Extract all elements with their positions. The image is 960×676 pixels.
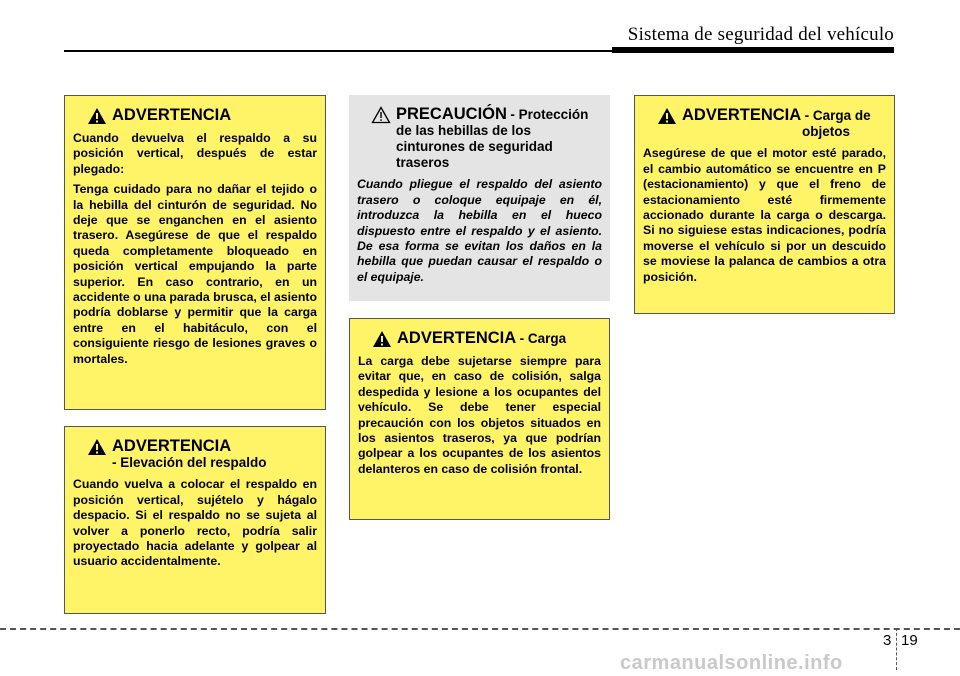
header-divider-thick: [612, 47, 894, 53]
warning-header: [73, 437, 317, 471]
warning-body: Cuando vuelva a colocar el respaldo en posición vertical, sujételo y hágalo despacio. Si el respaldo no se sujeta al volver a ponerlo recto, podría salir proyectado hacia adelante y golpear al usuario accidentalmente.: [73, 477, 317, 569]
warning-title: ADVERTENCIA: [112, 106, 232, 124]
footer-divider: [0, 628, 960, 630]
warning-box-backrest: [64, 95, 326, 410]
warning-box-elevation: [64, 426, 326, 614]
warning-triangle-icon: [372, 330, 392, 348]
warning-body: Tenga cuidado para no dañar el tejido o la hebilla del cinturón de seguridad. No deje que se enganchen en el asiento trasero. Asegúrese de que el respaldo queda completamente bloqueado en posición vertical empujando la parte superior. En caso contrario, en un accidente o una parada brusca, el asiento podría doblarse y permitir que la carga entre en el habitáculo, con el consiguiente riesgo de lesiones graves o mortales.: [73, 182, 317, 366]
warning-subtitle: - Elevación del respaldo: [112, 455, 267, 471]
warning-body: Asegúrese de que el motor esté parado, el cambio automático se encuentre en P (estacionamiento) y que el freno de estacionamiento esté firmemente accionado durante la carga o descarga. Si no siguiese estas indicaciones, podría moverse el vehículo si por un descuido se moviese la palanca de cambios a otra posición.: [643, 146, 886, 284]
page-header-title: Sistema de seguridad del vehículo: [627, 24, 894, 45]
warning-triangle-icon: [657, 107, 677, 125]
warning-title: ADVERTENCIA: [682, 106, 802, 124]
warning-header: [358, 329, 601, 348]
page-number: 19: [901, 632, 918, 649]
chapter-number: 3: [883, 632, 892, 649]
warning-triangle-icon: [87, 107, 107, 125]
header-divider-thin: [64, 50, 612, 52]
caution-box-buckles: [349, 95, 610, 301]
caution-title: PRECAUCIÓN: [396, 105, 507, 123]
warning-header: [643, 106, 886, 140]
warning-body: La carga debe sujetarse siempre para evitar que, en caso de colisión, salga despedida y lesione a los ocupantes del vehículo. Se debe tener especial precaución con los objetos situados en los asientos traseros, ya que podrían golpear a los ocupantes de los asientos delanteros en caso de colisión frontal.: [358, 354, 601, 476]
caution-subtitle-cont: de las hebillas de los cinturones de seguridad traseros: [396, 123, 553, 171]
caution-subtitle: - Protección: [510, 107, 589, 122]
caution-body: Cuando pliegue el respaldo del asiento trasero o coloque equipaje en él, introduzca la hebilla en el hueco dispuesto entre el respaldo y el asiento. De esa forma se evitan los daños en la hebilla que puedan causar el respaldo o el equipaje.: [357, 177, 602, 284]
warning-subtitle-cont: objetos: [802, 124, 851, 140]
warning-title: ADVERTENCIA: [397, 329, 517, 347]
caution-triangle-icon: [371, 106, 391, 124]
warning-triangle-icon: [87, 438, 107, 456]
page-number-separator: [896, 628, 897, 670]
warning-subtitle: - Carga de: [804, 108, 871, 123]
warning-title: ADVERTENCIA: [112, 437, 232, 455]
warning-box-objects: [634, 95, 895, 314]
warning-box-cargo: [349, 318, 610, 520]
warning-header: [73, 106, 317, 125]
watermark: carmanualsonline.info: [620, 652, 843, 674]
warning-subtitle: - Carga: [519, 331, 567, 346]
caution-header: [357, 105, 602, 171]
warning-intro: Cuando devuelva el respaldo a su posición vertical, después de estar plegado:: [73, 131, 317, 176]
